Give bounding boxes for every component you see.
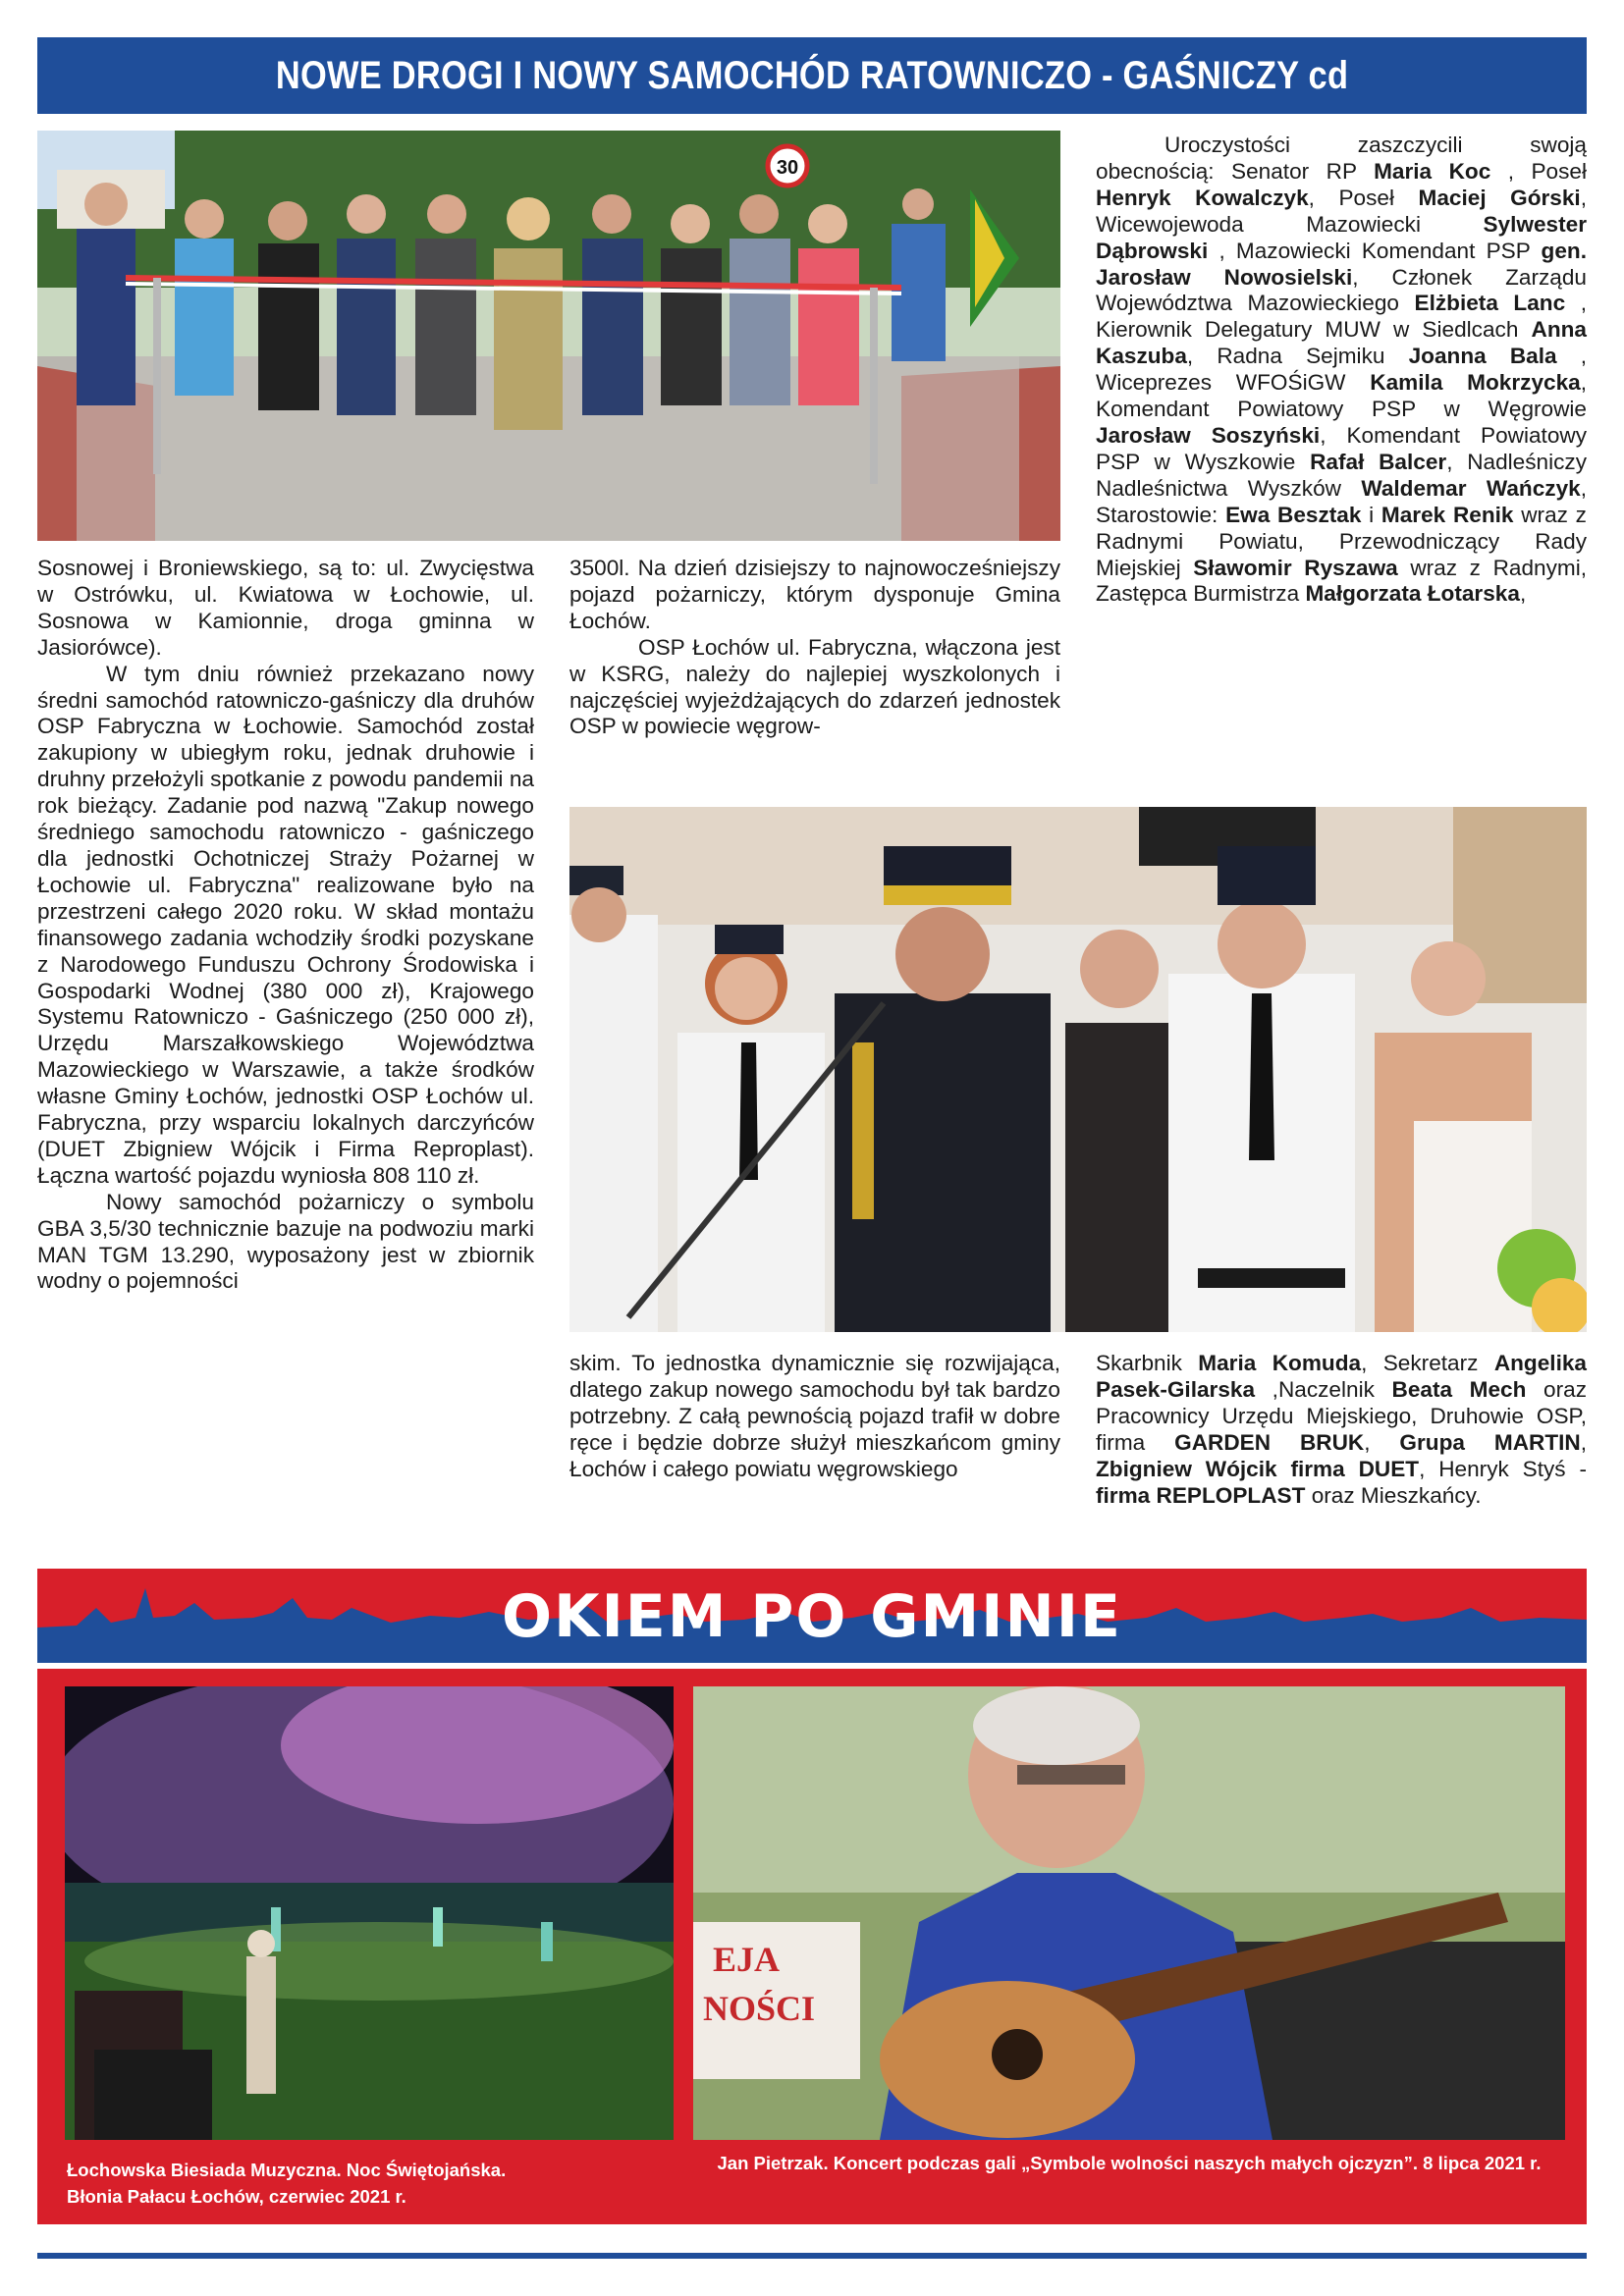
col2-paragraph-3: skim. To jednostka dynamicznie się rozwijająca, dlatego zakup nowego samochodu był tak bardzo potrzebny. Z całą pewnością pojazd trafił w dobre ręce i będzie dobrze służył mieszkańcom gminy Łochów i całego powiatu węgrowskiego xyxy=(569,1351,1060,1481)
article-header xyxy=(37,37,1587,114)
text-column-2-bottom xyxy=(569,1351,1060,1483)
article-title: NOWE DROGI I NOWY SAMOCHÓD RATOWNICZO - GAŚNICZY cd xyxy=(275,53,1349,97)
col1-paragraph-2: W tym dniu również przekazano nowy średni samochód ratowniczo-gaśniczy dla druhów OSP Fabryczna w Łochowie. Samochód został zakupiony w ubiegłym roku, jednak druhowie i druhny przełożyli spotkanie z powodu pandemii na rok bieżący. Zadanie pod nazwą "Zakup nowego średniego samochodu ratowniczo - gaśniczego dla jednostki Ochotniczej Straży Pożarnej w Łochowie ul. Fabryczna" realizowane było na przestrzeni całego 2020 roku. W skład montażu finansowego zadania wchodziły środki pozyskane z Narodowego Funduszu Ochrony Środowiska i Gospodarki Wodnej (380 000 zł), Krajowego Systemu Ratowniczo - Gaśniczego (250 000 zł), Urzędu Marszałkowskiego Województwa Mazowieckiego w Warszawie, a także środków własne Gminy Łochów, jednostki OSP Łochów ul. Fabryczna, przy wsparciu lokalnych darczyńców (DUET Zbigniew Wójcik i Firma Reproplast). Łączna wartość pojazdu wyniosła 808 110 zł. xyxy=(37,661,534,1188)
text-column-2-top xyxy=(569,556,1060,740)
guests-paragraph: Uroczystości zaszczycili swoją obecnością: Senator RP Maria Koc , Poseł Henryk Kowalczyk, Poseł Maciej Górski, Wicewojewoda Mazowiecki Sylwester Dąbrowski , Mazowiecki Komendant PSP gen. Jarosław Nowosielski, Członek Zarządu Województwa Mazowieckiego Elżbieta Lanc , Kierownik Delegatury MUW w Siedlcach Anna Kaszuba, Radna Sejmiku Joanna Bala , Wiceprezes WFOŚiGW Kamila Mokrzycka, Komendant Powiatowy PSP w Węgrowie Jarosław Soszyński, Komendant Powiatowy PSP w Wyszkowie Rafał Balcer, Nadleśniczy Nadleśnictwa Wyszków Waldemar Wańczyk, Starostowie: Ewa Besztak i Marek Renik wraz z Radnymi Powiatu, Przewodniczący Rady Miejskiej Sławomir Ryszawa wraz z Radnymi, Zastępca Burmistrza Małgorzata Łotarska, xyxy=(1096,133,1588,607)
text-column-3-bottom xyxy=(1096,1351,1587,1509)
col2-paragraph-2: OSP Łochów ul. Fabryczna, włączona jest w KSRG, należy do najlepiej wyszkolonych i najczęściej wyjeżdżających do zdarzeń jednostek OSP w powiecie węgrow- xyxy=(569,634,1060,739)
right-photo-caption: Jan Pietrzak. Koncert podczas gali „Symbole wolności naszych małych ojczyzn”. 8 lipca 2021 r. xyxy=(717,2153,1542,2173)
ribbon-cutting-photo xyxy=(37,131,1060,541)
section-banner xyxy=(37,1569,1587,1663)
section-title: OKIEM PO GMINIE xyxy=(501,1582,1123,1651)
text-column-3-top xyxy=(1096,133,1587,608)
text-column-1 xyxy=(37,556,534,1295)
col2-paragraph-1: 3500l. Na dzień dzisiejszy to najnowocześniejszy pojazd pożarniczy, którym dysponuje Gmina Łochów. xyxy=(569,556,1060,633)
guitar-singer-photo xyxy=(693,1686,1565,2140)
col1-paragraph-3: Nowy samochód pożarniczy o symbolu GBA 3,5/30 technicznie bazuje na podwoziu marki MAN TGM 13.290, wyposażony jest w zbiornik wodny o pojemności xyxy=(37,1189,534,1294)
banner-sign-line-1: EJA xyxy=(713,1940,781,1979)
night-stage-photo xyxy=(65,1686,674,2140)
speed-sign-text: 30 xyxy=(776,157,799,179)
banner-sign-line-2: NOŚCI xyxy=(703,1989,816,2028)
thanks-paragraph: Skarbnik Maria Komuda, Sekretarz Angelika Pasek-Gilarska ,Naczelnik Beata Mech oraz Pracownicy Urzędu Miejskiego, Druhowie OSP, firma GARDEN BRUK, Grupa MARTIN, Zbigniew Wójcik firma DUET, Henryk Styś - firma REPLOPLAST oraz Mieszkańcy. xyxy=(1096,1351,1588,1508)
firefighters-speech-photo xyxy=(569,807,1587,1332)
left-caption-line-2: Błonia Pałacu Łochów, czerwiec 2021 r. xyxy=(67,2186,406,2207)
left-photo-caption xyxy=(67,2157,676,2210)
footer-rule xyxy=(37,2253,1587,2259)
left-caption-line-1: Łochowska Biesiada Muzyczna. Noc Świętojańska. xyxy=(67,2160,507,2180)
col1-paragraph-1: Sosnowej i Broniewskiego, są to: ul. Zwycięstwa w Ostrówku, ul. Kwiatowa w Łochowie, ul. Sosnowa w Kamionnie, droga gminna w Jasiorówce). xyxy=(37,556,534,660)
